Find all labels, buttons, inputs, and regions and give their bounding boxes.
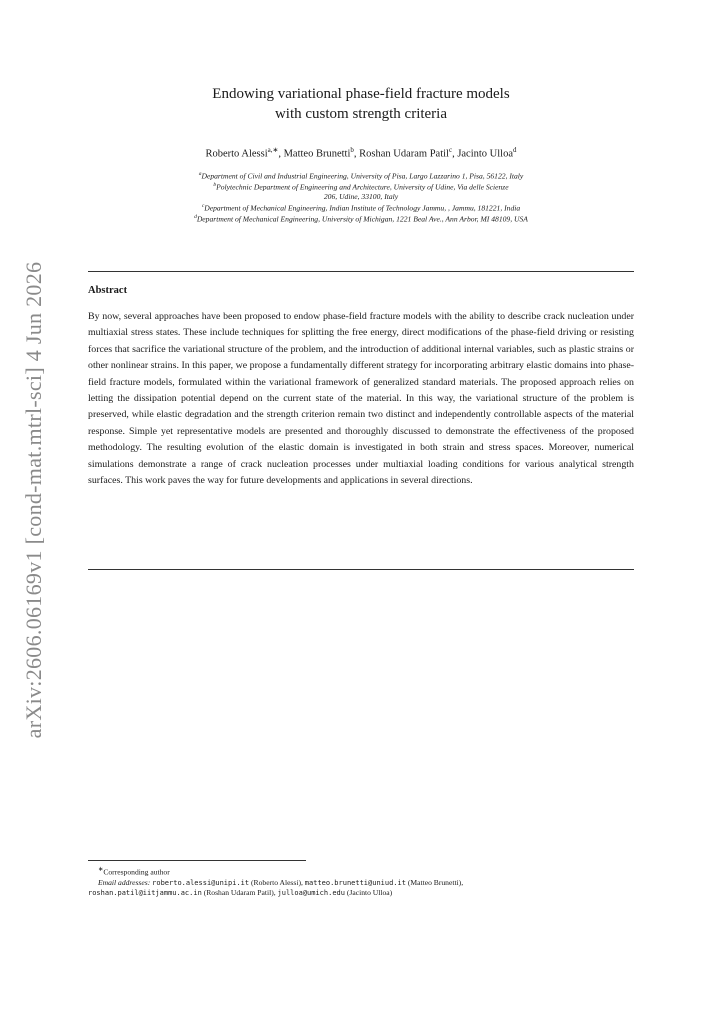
email-link[interactable]: roshan.patil@iitjammu.ac.in: [88, 889, 202, 898]
affil-text: Polytechnic Department of Engineering and Architecture, University of Udine, Via delle Scienze: [216, 182, 509, 192]
email-owner: (Roberto Alessi),: [251, 877, 303, 887]
email-owner: (Roshan Udaram Patil),: [203, 888, 276, 898]
author-affil-mark: b: [350, 146, 354, 154]
arxiv-identifier-stamp: arXiv:2606.06169v1 [cond-mat.mtrl-sci] 4 Jun 2026: [21, 261, 46, 739]
email-owner: (Matteo Brunetti),: [407, 877, 464, 887]
author-list: Roberto Alessi$^{a,∗}$, Matteo Brunetti$^b$, Roshan Udaram Patil$^c$, Jacinto Ulloa$^d$: [205, 146, 517, 160]
corresponding-author-note: [88, 865, 634, 878]
email-link[interactable]: julloa@umich.edu: [277, 889, 345, 898]
author-name: Roberto Alessi: [205, 148, 268, 160]
email-owner: (Jacinto Ulloa): [346, 888, 393, 898]
author-affil-mark: d: [513, 146, 517, 154]
email-label: Email addresses:: [98, 877, 151, 887]
affiliation-c: [88, 202, 634, 213]
footnote-mark: ∗: [98, 866, 104, 873]
author-affil-mark: c: [448, 146, 453, 154]
email-addresses: [88, 878, 634, 899]
author-name: Jacinto Ulloa: [457, 148, 514, 160]
affiliation-b-cont: 206, Udine, 33100, Italy: [323, 192, 399, 202]
affiliation-a: [88, 170, 634, 181]
author-name: Matteo Brunetti: [283, 148, 351, 160]
affil-mark: b: [213, 182, 217, 189]
author-name: Roshan Udaram Patil: [359, 148, 449, 160]
affiliation-d: [88, 213, 634, 224]
abstract-heading: Abstract: [88, 285, 128, 296]
title-line-1: Endowing variational phase-field fracture models: [212, 86, 510, 102]
affil-mark: d: [194, 213, 197, 220]
abstract-bottom-rule: [88, 569, 634, 570]
title-line-2: with custom strength criteria: [274, 106, 448, 122]
footnote: [88, 865, 634, 899]
abstract-top-rule: [88, 271, 634, 272]
paper-title: [88, 84, 634, 124]
affil-text: Department of Civil and Industrial Engineering, University of Pisa, Largo Lazzarino 1, Pisa, 56122, Italy: [201, 171, 524, 181]
affil-text: Department of Mechanical Engineering, University of Michigan, 1221 Beal Ave., Ann Arbor, MI 48109, USA: [196, 214, 528, 224]
footnote-rule: [88, 860, 306, 861]
author-affil-mark: a,∗: [267, 146, 279, 154]
corresponding-label: Corresponding author: [103, 867, 170, 877]
affil-text: Department of Mechanical Engineering, Indian Institute of Technology Jammu, , Jammu, 181221, India: [204, 203, 521, 213]
abstract-body: By now, several approaches have been proposed to endow phase-field fracture models with the ability to describe crack nucleation under multiaxial stress states. These include techniques for splitting the free energy, direct modifications of the phase-field driving or resisting forces that sacrifice the variational structure of the problem, and the introduction of additional internal variables, such as plastic strains or other nonlinear strains. In this paper, we propose a fundamentally different strategy for incorporating arbitrary elastic domains into phase-field fracture models, formulated within the variational framework of generalized standard materials. The proposed approach relies on letting the dissipation potential depend on the current state of the material. In this way, the variational structure of the problem is preserved, while elastic degradation and the strength criterion remain two distinct and independently controllable aspects of the material response. Simple yet representative models are presented and thoroughly discussed to demonstrate the effectiveness of the proposed methodology. The resulting evolution of the elastic domain is investigated in both strain and stress spaces. Moreover, numerical simulations demonstrate a range of crack nucleation processes under multiaxial loading conditions for various analytical strength surfaces. This work paves the way for future developments and applications in several directions.: [88, 311, 634, 487]
email-link[interactable]: matteo.brunetti@uniud.it: [304, 878, 406, 887]
affiliation-b: [88, 181, 634, 192]
email-link[interactable]: roberto.alessi@unipi.it: [152, 878, 250, 887]
affil-mark: c: [201, 202, 205, 209]
affiliation-list: [88, 170, 634, 224]
affil-mark: a: [198, 171, 202, 177]
